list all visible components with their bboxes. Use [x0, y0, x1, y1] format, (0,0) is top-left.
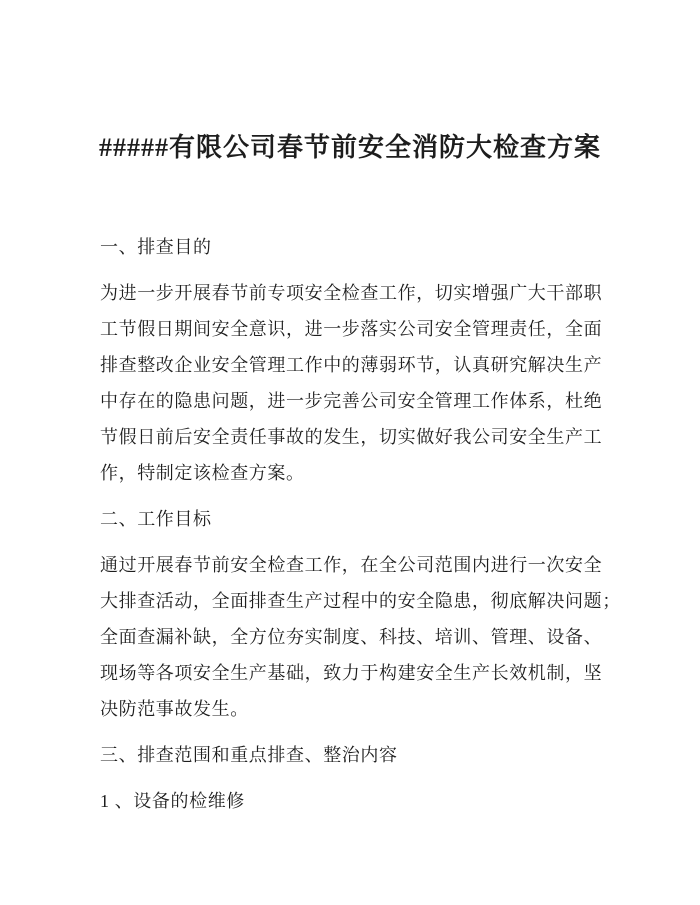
text-line: 作，特制定该检查方案。: [100, 463, 305, 483]
text-line: 排查整改企业安全管理工作中的薄弱环节，认真研究解决生产: [100, 355, 603, 375]
text-line: 通过开展春节前安全检查工作，在全公司范围内进行一次安全: [100, 555, 603, 575]
paragraph-goals: [100, 547, 621, 727]
text-line: 大排查活动，全面排查生产过程中的安全隐患，彻底解决问题；: [100, 591, 621, 611]
text-line: 节假日前后安全责任事故的发生，切实做好我公司安全生产工: [100, 427, 603, 447]
section-heading-scope: 三、排查范围和重点排查、整治内容: [100, 745, 398, 765]
paragraph-purpose: [100, 275, 610, 491]
subsection-heading-equipment-maintenance: 1 、设备的检维修: [100, 791, 245, 811]
text-line: 为进一步开展春节前专项安全检查工作，切实增强广大干部职: [100, 283, 603, 303]
text-line: 决防范事故发生。: [100, 699, 249, 719]
text-line: 现场等各项安全生产基础，致力于构建安全生产长效机制，坚: [100, 663, 603, 683]
document-body: [100, 229, 621, 819]
document-title: #####有限公司春节前安全消防大检查方案: [98, 133, 601, 162]
text-line: 工节假日期间安全意识，进一步落实公司安全管理责任，全面: [100, 319, 603, 339]
text-line: 中存在的隐患问题，进一步完善公司安全管理工作体系，杜绝: [100, 391, 603, 411]
text-line: 全面查漏补缺，全方位夯实制度、科技、培训、管理、设备、: [100, 627, 603, 647]
section-heading-purpose: 一、排查目的: [100, 237, 212, 257]
section-heading-goals: 二、工作目标: [100, 509, 212, 529]
